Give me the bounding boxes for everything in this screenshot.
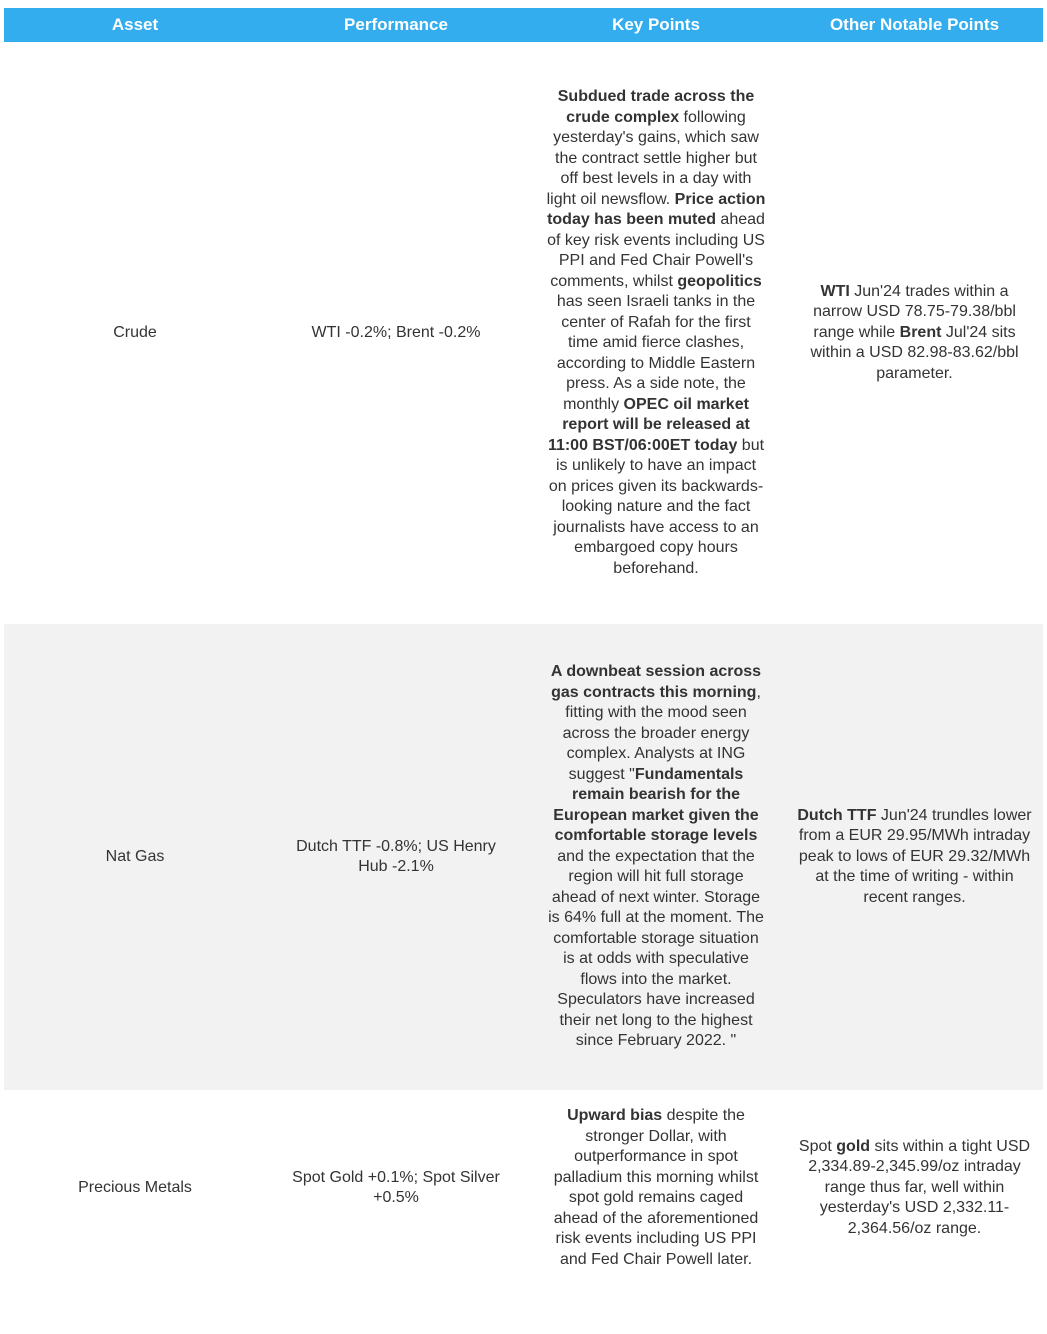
bold-text: OPEC oil market report will be released at 11:00 BST/06:00ET today: [547, 395, 750, 454]
bold-text: Fundamentals remain bearish for the European market given the comfortable storage levels: [553, 765, 759, 845]
header-row: [4, 8, 1043, 42]
performance-cell: WTI -0.2%; Brent -0.2%: [311, 323, 481, 341]
bold-text: Upward bias: [567, 1107, 663, 1124]
header-other-notable-points: Other Notable Points: [786, 8, 1043, 42]
key-points-cell: [526, 1090, 786, 1286]
bold-text: Price action today has been muted: [547, 190, 766, 228]
asset-cell: Precious Metals: [78, 1178, 192, 1196]
other-notable-points-cell: [786, 1090, 1043, 1286]
text: and the expectation that the region will hit full storage ahead of next winter. Storage is 64% full at the moment. The comfortable storage situation is at odds with speculative flows into the market. Speculators have increased their net long to the highest since February 2022. ": [548, 847, 764, 1050]
header-key-points: Key Points: [526, 8, 786, 42]
text: Spot: [798, 1137, 837, 1155]
bold-text: gold: [836, 1137, 871, 1155]
text: despite the stronger Dollar, with outperformance in spot palladium this morning whilst spot gold remains caged ahead of the aforementioned risk events including US PPI and Fed Chair Powell later.: [553, 1107, 759, 1268]
text: , fitting with the mood seen across the broader energy complex. Analysts at ING suggest ": [562, 683, 761, 783]
other-notable-points-cell: [786, 624, 1043, 1090]
key-points-cell: [526, 624, 786, 1090]
text: ahead of key risk events including US PPI and Fed Chair Powell's comments, whilst: [547, 211, 765, 290]
text: sits within a tight USD 2,334.89-2,345.99/oz intraday range thus far, well within yesterday's USD 2,332.11-2,364.56/oz range.: [808, 1137, 1031, 1237]
text: Jun'24 trundles lower from a EUR 29.95/MWh intraday peak to lows of EUR 29.32/MWh at the time of writing - within recent ranges.: [798, 806, 1032, 906]
bold-text: Brent: [899, 323, 942, 341]
bold-text: Subdued trade across the crude complex: [557, 88, 755, 126]
commodities-table: [4, 8, 1043, 1286]
text: Jul'24 sits within a USD 82.98-83.62/bbl parameter.: [810, 323, 1019, 382]
performance-cell: Dutch TTF -0.8%; US Henry Hub -2.1%: [266, 624, 526, 1090]
header-asset: Asset: [4, 8, 266, 42]
header-performance: Performance: [266, 8, 526, 42]
asset-cell: Crude: [113, 323, 157, 341]
text: Jun'24 trades within a narrow USD 78.75-79.38/bbl range while: [813, 282, 1016, 341]
bold-text: Dutch TTF: [797, 806, 877, 824]
table-row: [4, 42, 1043, 624]
performance-cell: Spot Gold +0.1%; Spot Silver +0.5%: [292, 1168, 500, 1206]
bold-text: WTI: [820, 282, 850, 300]
text: following yesterday's gains, which saw the contract settle higher but off best levels in a day with light oil newsflow.: [546, 108, 759, 208]
other-notable-points-cell: [786, 42, 1043, 624]
asset-cell: Nat Gas: [4, 624, 266, 1090]
table-row: [4, 624, 1043, 1090]
bold-text: geopolitics: [677, 272, 762, 290]
text: has seen Israeli tanks in the center of Rafah for the first time amid fierce clashes, according to Middle Eastern press. As a side note, the monthly: [556, 293, 756, 413]
key-points-cell: [526, 42, 786, 624]
table-row: [4, 1090, 1043, 1286]
bold-text: A downbeat session across gas contracts this morning: [550, 663, 762, 701]
text: but is unlikely to have an impact on prices given its backwards-looking nature and the fact journalists have access to an embargoed copy hours beforehand.: [548, 436, 765, 577]
